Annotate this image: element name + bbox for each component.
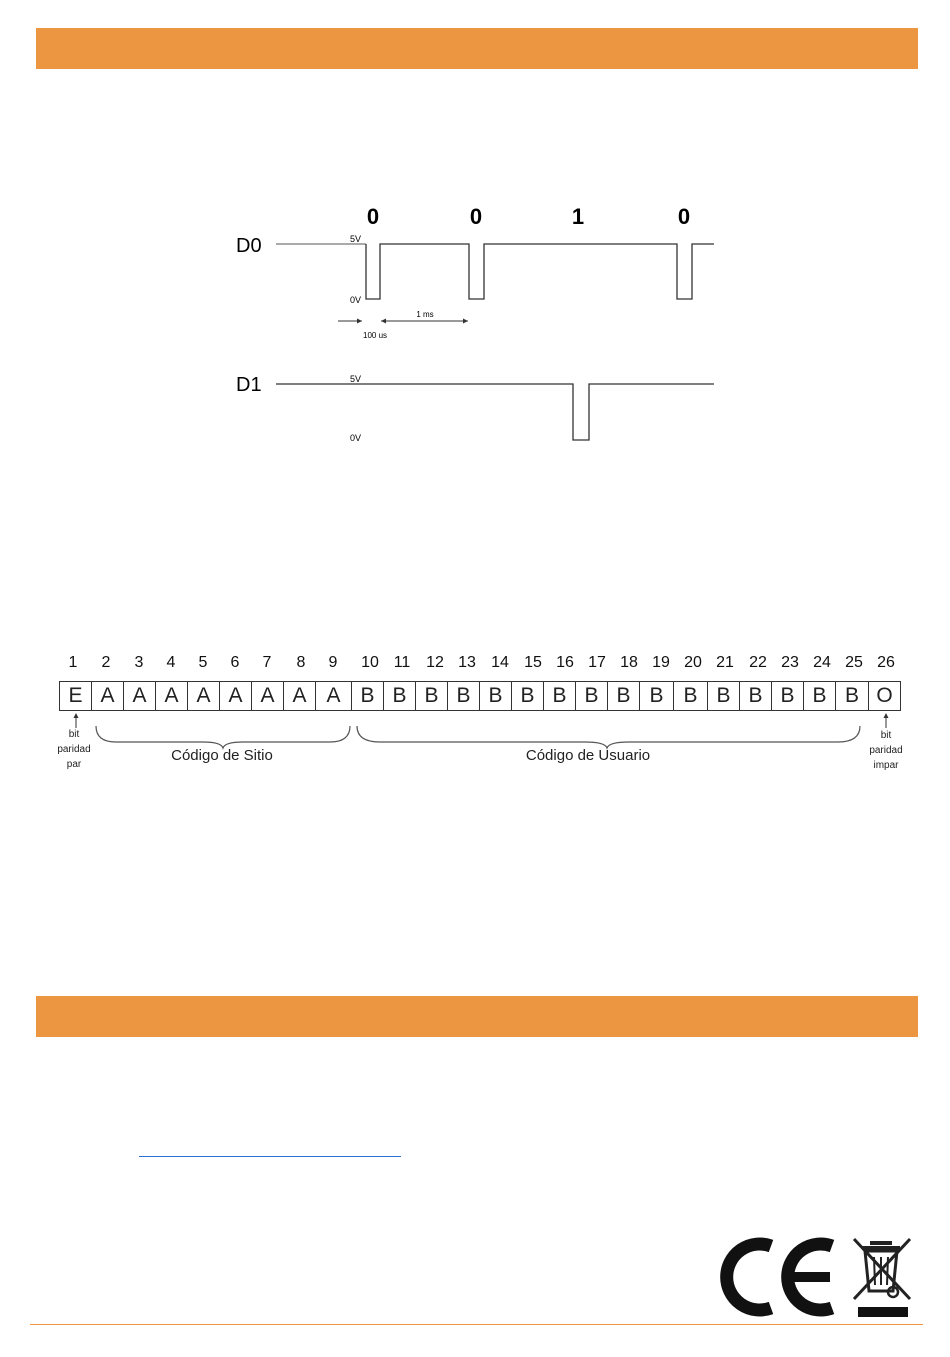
bit-cell-site: A	[283, 681, 316, 711]
bit-cell-site: A	[251, 681, 284, 711]
up-arrow-icon	[884, 713, 889, 718]
bit-cell-site: A	[219, 681, 252, 711]
bit-number: 19	[652, 654, 670, 671]
bit-cell-site: A	[91, 681, 124, 711]
d0-waveform	[366, 244, 714, 299]
bit-number: 4	[166, 654, 176, 671]
bit-label: 1	[571, 204, 585, 229]
note-line: bit	[68, 729, 80, 740]
note-line: paridad	[869, 745, 903, 756]
user-code-label: Código de Usuario	[525, 747, 651, 764]
bit-cell-site: A	[187, 681, 220, 711]
bit-cell-site: A	[315, 681, 352, 711]
bit-number: 26	[877, 654, 895, 671]
even-parity-note	[48, 727, 100, 772]
bit-number: 22	[749, 654, 767, 671]
bit-number: 5	[198, 654, 208, 671]
d1-line-label: D1	[236, 374, 262, 396]
bit-cell-site: A	[155, 681, 188, 711]
section-header-band	[36, 996, 918, 1037]
bit-number: 25	[845, 654, 863, 671]
note-line: paridad	[57, 744, 91, 755]
bit-number: 11	[393, 654, 411, 671]
bit-number: 15	[524, 654, 542, 671]
bit-number: 23	[781, 654, 799, 671]
bit-label: 0	[366, 204, 380, 229]
d1-waveform	[276, 384, 714, 440]
d0-0v-label: 0V	[350, 295, 362, 305]
bit-cell-user: B	[351, 681, 384, 711]
d1-0v-label: 0V	[350, 433, 362, 443]
bit-number: 16	[556, 654, 574, 671]
bit-label: 0	[469, 204, 483, 229]
hyperlink-underline[interactable]	[139, 1156, 401, 1157]
bit-number: 20	[684, 654, 702, 671]
bit-number: 2	[101, 654, 111, 671]
bit-cell-user: B	[639, 681, 674, 711]
user-code-brace	[357, 726, 860, 748]
bit-number: 8	[296, 654, 306, 671]
bit-number: 7	[262, 654, 272, 671]
bit-cell-user: B	[739, 681, 772, 711]
wiegand-timing-diagram	[0, 0, 950, 470]
pulse-width-label: 100 us	[363, 331, 388, 340]
note-line: bit	[880, 730, 892, 741]
bit-number: 24	[813, 654, 831, 671]
bit-cell-user: B	[543, 681, 576, 711]
bit-number: 18	[620, 654, 638, 671]
bit-cell-even-parity: E	[59, 681, 92, 711]
weee-crossed-bin-icon	[852, 1237, 914, 1319]
bit-cell-user: B	[673, 681, 708, 711]
d0-line-label: D0	[236, 235, 262, 257]
d0-5v-label: 5V	[350, 234, 362, 244]
bit-number: 6	[230, 654, 240, 671]
bit-number: 14	[491, 654, 509, 671]
bit-number: 13	[458, 654, 476, 671]
note-line: impar	[873, 760, 899, 771]
period-label: 1 ms	[416, 310, 434, 319]
site-code-brace	[96, 726, 350, 748]
bit-cell-user: B	[511, 681, 544, 711]
bit-number: 9	[328, 654, 338, 671]
bit-label: 0	[677, 204, 691, 229]
bit-number: 21	[716, 654, 734, 671]
d1-5v-label: 5V	[350, 374, 362, 384]
up-arrow-icon	[74, 713, 79, 718]
bit-number: 12	[426, 654, 444, 671]
bit-cell-user: B	[803, 681, 836, 711]
site-code-label: Código de Sitio	[171, 747, 273, 764]
bit-number: 17	[588, 654, 606, 671]
note-line: par	[66, 759, 82, 770]
ce-mark-icon	[716, 1236, 838, 1320]
bit-cell-user: B	[771, 681, 804, 711]
bit-number: 10	[361, 654, 379, 671]
bit-cell-user: B	[707, 681, 740, 711]
bit-cell-user: B	[447, 681, 480, 711]
bit-cell-odd-parity: O	[868, 681, 901, 711]
bit-cell-user: B	[575, 681, 608, 711]
bit-cell-user: B	[415, 681, 448, 711]
footer-divider	[30, 1324, 923, 1325]
bit-number: 3	[134, 654, 144, 671]
odd-parity-note	[860, 728, 912, 773]
bit-cell-user: B	[607, 681, 640, 711]
bit-number: 1	[68, 654, 78, 671]
bit-cell-user: B	[835, 681, 869, 711]
bit-cell-user: B	[383, 681, 416, 711]
bit-cell-user: B	[479, 681, 512, 711]
bit-cell-site: A	[123, 681, 156, 711]
